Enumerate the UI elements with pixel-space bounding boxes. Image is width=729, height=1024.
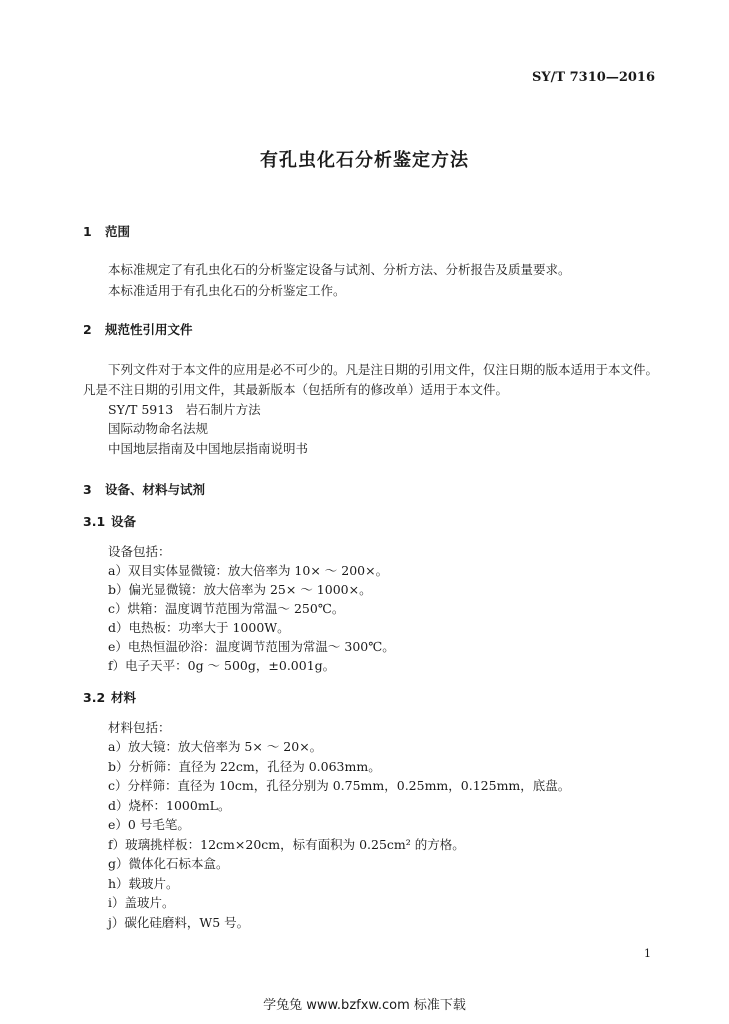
subsection-title: 设备 xyxy=(111,514,137,529)
section-title: 设备、材料与试剂 xyxy=(105,482,206,497)
subsection-title: 材料 xyxy=(111,690,137,705)
list-intro: 材料包括： xyxy=(108,720,171,735)
list-item: a）双目实体显微镜：放大倍率为 10× ～ 200×。 xyxy=(108,563,389,578)
reference-item: 国际动物命名法规 xyxy=(108,421,209,436)
page-number: 1 xyxy=(644,947,651,960)
section-title: 范围 xyxy=(105,224,131,239)
list-item: d）烧杯：1000mL。 xyxy=(108,798,231,813)
list-item: c）分样筛：直径为 10cm，孔径分别为 0.75mm，0.25mm，0.125mm，底盘。 xyxy=(108,778,571,793)
list-item: f）电子天平：0g ～ 500g，±0.001g。 xyxy=(108,658,336,673)
list-item: f）玻璃挑样板：12cm×20cm，标有面积为 0.25cm² 的方格。 xyxy=(108,837,465,852)
paragraph: 本标准规定了有孔虫化石的分析鉴定设备与试剂、分析方法、分析报告及质量要求。 xyxy=(108,262,571,277)
subsection-heading-3-2 xyxy=(83,688,136,706)
list-item: b）分析筛：直径为 22cm，孔径为 0.063mm。 xyxy=(108,759,381,774)
section-number: 3 xyxy=(83,482,92,497)
list-item: b）偏光显微镜：放大倍率为 25× ～ 1000×。 xyxy=(108,582,372,597)
list-item: e）0 号毛笔。 xyxy=(108,817,190,832)
footer-watermark: 学兔兔 www.bzfxw.com 标准下载 xyxy=(263,998,466,1013)
list-item: h）载玻片。 xyxy=(108,876,179,891)
list-item: c）烘箱：温度调节范围为常温～ 250℃。 xyxy=(108,601,345,616)
list-item: a）放大镜：放大倍率为 5× ～ 20×。 xyxy=(108,739,323,754)
list-item: e）电热恒温砂浴：温度调节范围为常温～ 300℃。 xyxy=(108,639,395,654)
list-item: d）电热板：功率大于 1000W。 xyxy=(108,620,290,635)
document-title: 有孔虫化石分析鉴定方法 xyxy=(260,150,469,171)
standard-code: SY/T 7310—2016 xyxy=(532,70,655,85)
section-heading-3 xyxy=(83,480,205,498)
subsection-heading-3-1 xyxy=(83,512,136,530)
list-item: j）碳化硅磨料，W5 号。 xyxy=(108,915,250,930)
section-heading-2 xyxy=(83,320,193,338)
list-item: i）盖玻片。 xyxy=(108,895,175,910)
section-number: 1 xyxy=(83,224,92,239)
section-number: 2 xyxy=(83,322,92,337)
subsection-number: 3.2 xyxy=(83,690,106,705)
paragraph: 本标准适用于有孔虫化石的分析鉴定工作。 xyxy=(108,283,346,298)
paragraph: 下列文件对于本文件的应用是必不可少的。凡是注日期的引用文件，仅注日期的版本适用于本文件。凡是不注日期的引用文件，其最新版本（包括所有的修改单）适用于本文件。 xyxy=(83,362,659,397)
subsection-number: 3.1 xyxy=(83,514,106,529)
section-title: 规范性引用文件 xyxy=(105,322,193,337)
list-item: g）微体化石标本盒。 xyxy=(108,856,229,871)
section-heading-1 xyxy=(83,222,130,240)
reference-item: SY/T 5913 岩石制片方法 xyxy=(108,402,261,417)
list-intro: 设备包括： xyxy=(108,544,171,559)
reference-item: 中国地层指南及中国地层指南说明书 xyxy=(108,441,309,456)
